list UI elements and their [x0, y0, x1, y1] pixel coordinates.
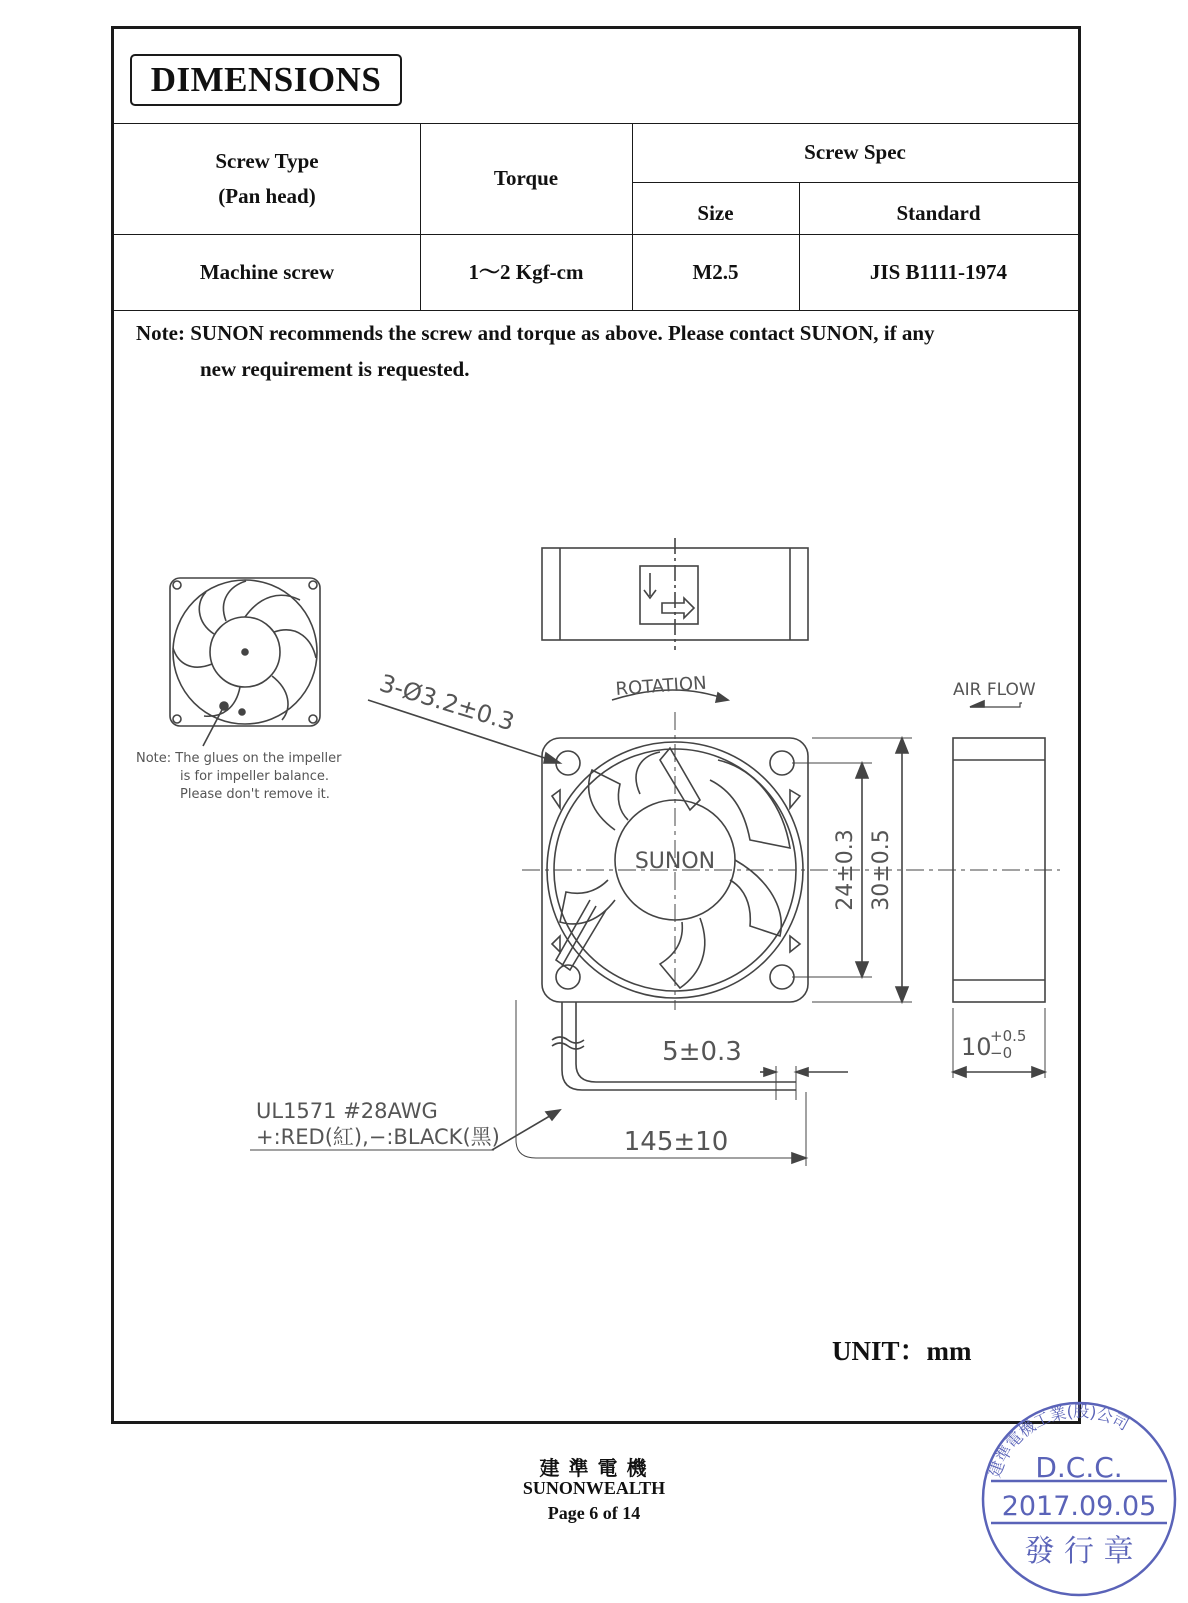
header-screw-spec: Screw Spec	[804, 140, 906, 164]
rotation-arrowhead	[716, 693, 728, 702]
dim-thickness-tol-upper: +0.5	[990, 1027, 1027, 1045]
stamp-date: 2017.09.05	[1001, 1491, 1157, 1522]
wire-spec: UL1571 #28AWG	[256, 1099, 438, 1123]
dim-thickness: 10	[961, 1033, 992, 1061]
dim-hole-pitch: 24±0.3	[833, 829, 858, 911]
cell-screw-type: Machine screw	[199, 259, 335, 284]
impeller-note-line-3: Please don't remove it.	[180, 787, 330, 802]
dim-frame-size: 30±0.5	[869, 829, 894, 911]
footer-company-cn: 建 準 電 機	[539, 1458, 649, 1480]
dcc-issue-stamp	[975, 1395, 1183, 1603]
cell-torque: 1～2 Kgf-cm	[468, 259, 584, 284]
header-size: Size	[697, 200, 734, 225]
header-standard: Standard	[896, 200, 981, 225]
top-view	[542, 538, 808, 650]
unit-label: UNIT：mm	[832, 1336, 972, 1366]
note-line-1: Note: SUNON recommends the screw and torque as above. Please contact SUNON, if any	[136, 321, 935, 345]
footer-company-en: SUNONWEALTH	[522, 1478, 666, 1498]
cell-standard: JIS B1111-1974	[869, 259, 1008, 284]
small-front-view	[170, 578, 320, 746]
dim-lead-length: 145±10	[623, 1127, 729, 1157]
side-view	[953, 701, 1045, 1078]
note-line-2: new requirement is requested.	[200, 357, 470, 381]
impeller-note-line-2: is for impeller balance.	[180, 769, 330, 784]
airflow-label: AIR FLOW	[953, 680, 1036, 700]
header-torque: Torque	[493, 166, 559, 190]
header-screw-type-sub: (Pan head)	[218, 183, 316, 208]
wire-colors: +:RED(紅),−:BLACK(黑)	[256, 1125, 500, 1149]
main-front-view	[522, 712, 1060, 1010]
impeller-note-line-1: Note: The glues on the impeller	[136, 751, 342, 766]
section-title: DIMENSIONS	[130, 54, 402, 106]
stamp-dept: D.C.C.	[1035, 1451, 1123, 1484]
cell-size: M2.5	[692, 259, 739, 284]
fan-hub-brand: SUNON	[634, 849, 716, 874]
stamp-company-arc: 建準電機工業(股)公司	[985, 1401, 1133, 1480]
rotation-label: ROTATION	[614, 672, 708, 700]
footer-page-number: Page 6 of 14	[547, 1503, 641, 1523]
stamp-label: 發 行 章	[1024, 1534, 1134, 1569]
dim-thickness-tol-lower: −0	[990, 1044, 1013, 1062]
hole-spec-label: 3-Ø3.2±0.3	[376, 668, 518, 737]
dim-strip-length: 5±0.3	[662, 1037, 742, 1067]
header-screw-type-label: Screw Type	[215, 148, 319, 173]
